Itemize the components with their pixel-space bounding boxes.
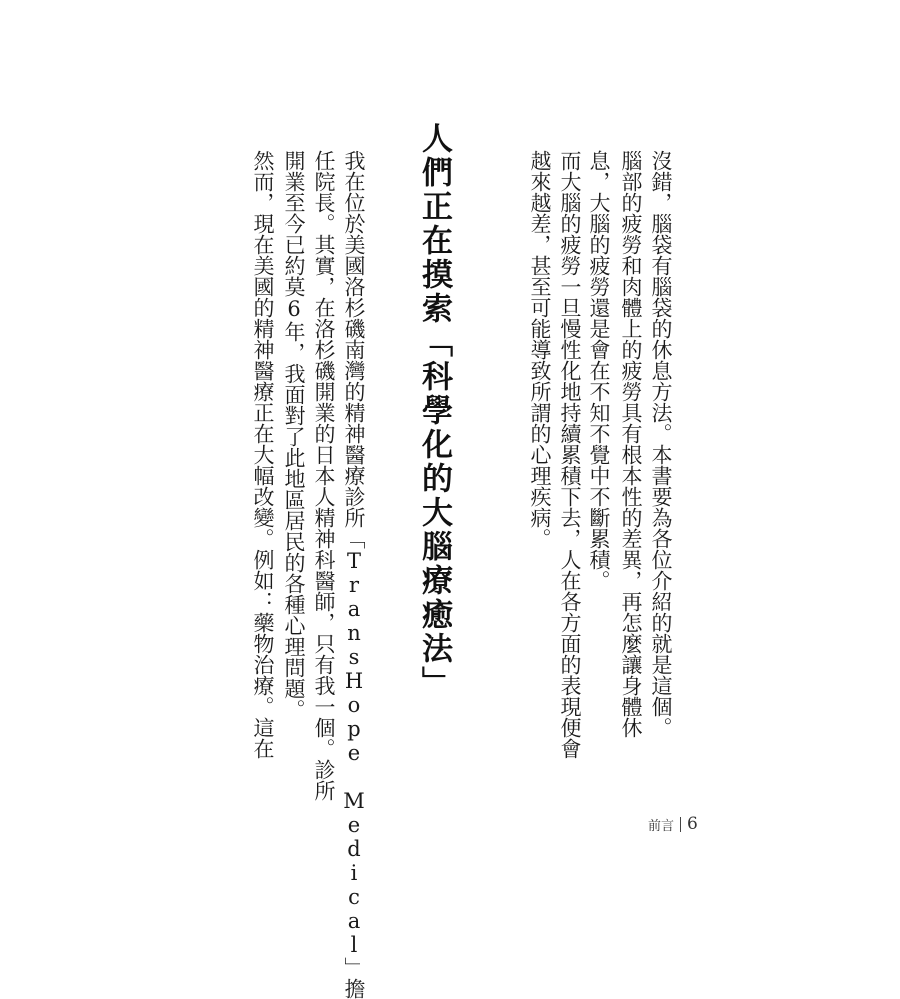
body-line-6: 我在位於美國洛杉磯南灣的精神醫療診所「TransHope Medical」擔 <box>342 150 366 999</box>
footer-divider <box>680 817 681 832</box>
page-footer <box>648 814 698 834</box>
body-line-3: 息，大腦的疲勞還是會在不知不覺中不斷累積。 <box>587 150 611 591</box>
footer-section-name: 前言 <box>648 818 675 834</box>
body-line-9: 然而，現在美國的精神醫療正在大幅改變。例如：藥物治療。這在 <box>251 150 275 759</box>
body-line-5: 越來越差，甚至可能導致所謂的心理疾病。 <box>528 150 552 549</box>
page-number: 6 <box>687 814 698 834</box>
body-line-2: 腦部的疲勞和肉體上的疲勞具有根本性的差異，再怎麼讓身體休 <box>619 150 643 738</box>
body-line-4: 而大腦的疲勞一旦慢性化地持續累積下去，人在各方面的表現便會 <box>558 150 582 759</box>
section-heading: 人們正在摸索「科學化的大腦療癒法」 <box>416 122 452 700</box>
body-line-7: 任院長。其實，在洛杉磯開業的日本人精神科醫師，只有我一個。診所 <box>312 150 336 801</box>
body-line-1: 沒錯，腦袋有腦袋的休息方法。本書要為各位介紹的就是這個。 <box>649 150 673 738</box>
body-line-8: 開業至今已約莫6年，我面對了此地區居民的各種心理問題。 <box>282 150 306 720</box>
